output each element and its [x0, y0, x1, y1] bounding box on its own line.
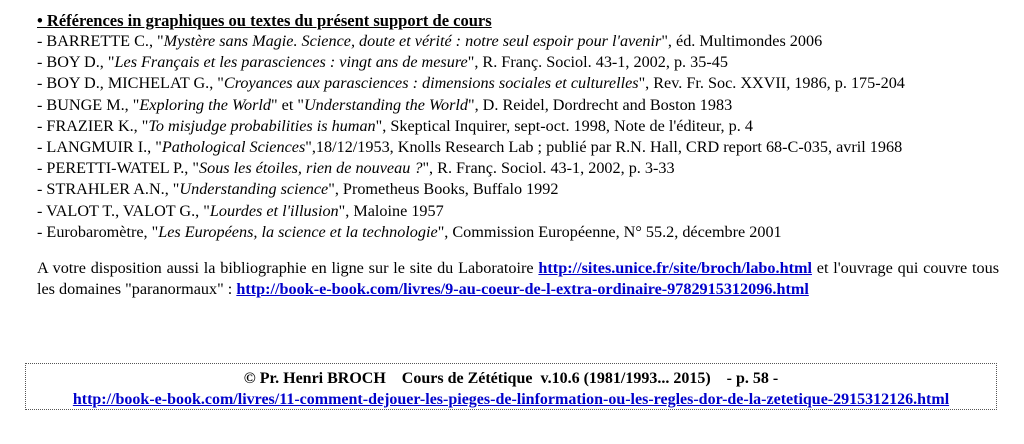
paragraph-text: A votre disposition aussi la bibliographie en ligne sur le site du Laboratoire — [37, 259, 539, 278]
reference-item — [37, 95, 997, 116]
reference-authors: - BOY D., " — [37, 53, 115, 72]
reference-title: Mystère sans Magie. Science, doute et vérité : notre seul espoir pour l'avenir — [163, 32, 662, 50]
reference-details: ", Prometheus Books, Buffalo 1992 — [328, 180, 559, 199]
reference-details: ", Commission Européenne, N° 55.2, décembre 2001 — [437, 222, 782, 241]
reference-title: Lourdes et l'illusion — [209, 201, 339, 220]
reference-authors: - BOY D., MICHELAT G., " — [37, 74, 224, 93]
reference-separator: " et " — [270, 95, 304, 114]
references-section — [37, 11, 997, 243]
reference-details: ", Skeptical Inquirer, sept-oct. 1998, Note de l'éditeur, p. 4 — [375, 116, 753, 135]
reference-authors: - Eurobaromètre, " — [37, 222, 159, 241]
reference-title: Les Européens, la science et la technologie — [158, 222, 438, 241]
reference-item — [37, 179, 997, 200]
paragraph-text: et l'ouvrage qui couvre tous les domaines "paranormaux" : — [37, 259, 999, 299]
reference-item — [37, 201, 997, 222]
reference-title: To misjudge probabilities is human — [148, 116, 376, 135]
references-heading: • Références in graphiques ou textes du présent support de cours — [37, 11, 492, 30]
footer-link[interactable]: http://book-e-book.com/livres/11-comment-dejouer-les-pieges-de-linformation-ou-les-regles-dor-de-la-zetetique-2915312126.html — [72, 391, 950, 408]
reference-authors: - BARRETTE C., " — [37, 32, 164, 50]
reference-authors: - VALOT T., VALOT G., " — [37, 201, 210, 220]
footer-copyright: © Pr. Henri BROCH Cours de Zététique v.10.6 (1981/1993... 2015) - p. 58 - — [243, 370, 779, 387]
reference-title: Sous les étoiles, rien de nouveau ? — [199, 159, 423, 178]
reference-item — [37, 31, 997, 52]
page-footer — [25, 363, 997, 410]
reference-details: ", éd. Multimondes 2006 — [661, 32, 823, 50]
reference-title-second: Understanding the World — [303, 95, 468, 114]
reference-item — [37, 158, 997, 179]
reference-item — [37, 137, 997, 158]
reference-title: Understanding science — [179, 180, 329, 199]
reference-authors: - STRAHLER A.N., " — [37, 180, 180, 199]
reference-authors: - PERETTI-WATEL P., " — [37, 159, 200, 178]
laboratory-link[interactable]: http://sites.unice.fr/site/broch/labo.html — [538, 259, 812, 278]
reference-item — [37, 52, 997, 73]
reference-authors: - BUNGE M., " — [37, 95, 140, 114]
book-link[interactable]: http://book-e-book.com/livres/9-au-coeur-de-l-extra-ordinaire-9782915312096.html — [236, 280, 809, 299]
reference-details: ", R. Franç. Sociol. 43-1, 2002, p. 3-33 — [422, 159, 675, 178]
references-list — [37, 31, 997, 243]
bibliography-paragraph — [37, 258, 999, 300]
reference-title: Exploring the World — [139, 95, 271, 114]
reference-title: Pathological Sciences — [161, 138, 306, 157]
reference-details: ",18/12/1953, Knolls Research Lab ; publié par R.N. Hall, CRD report 68-C-035, avril 1968 — [305, 138, 903, 157]
reference-details: ", Rev. Fr. Soc. XXVII, 1986, p. 175-204 — [638, 74, 905, 93]
reference-authors: - LANGMUIR I., " — [37, 138, 162, 157]
reference-details: ", R. Franç. Sociol. 43-1, 2002, p. 35-45 — [467, 53, 728, 72]
reference-title: Croyances aux parasciences : dimensions sociales et culturelles — [223, 74, 639, 93]
reference-title: Les Français et les parasciences : vingt ans de mesure — [114, 53, 468, 72]
reference-item — [37, 116, 997, 137]
reference-authors: - FRAZIER K., " — [37, 116, 149, 135]
reference-item — [37, 222, 997, 243]
reference-item — [37, 73, 997, 94]
reference-details: ", Maloine 1957 — [338, 201, 444, 220]
reference-details: ", D. Reidel, Dordrecht and Boston 1983 — [467, 95, 733, 114]
